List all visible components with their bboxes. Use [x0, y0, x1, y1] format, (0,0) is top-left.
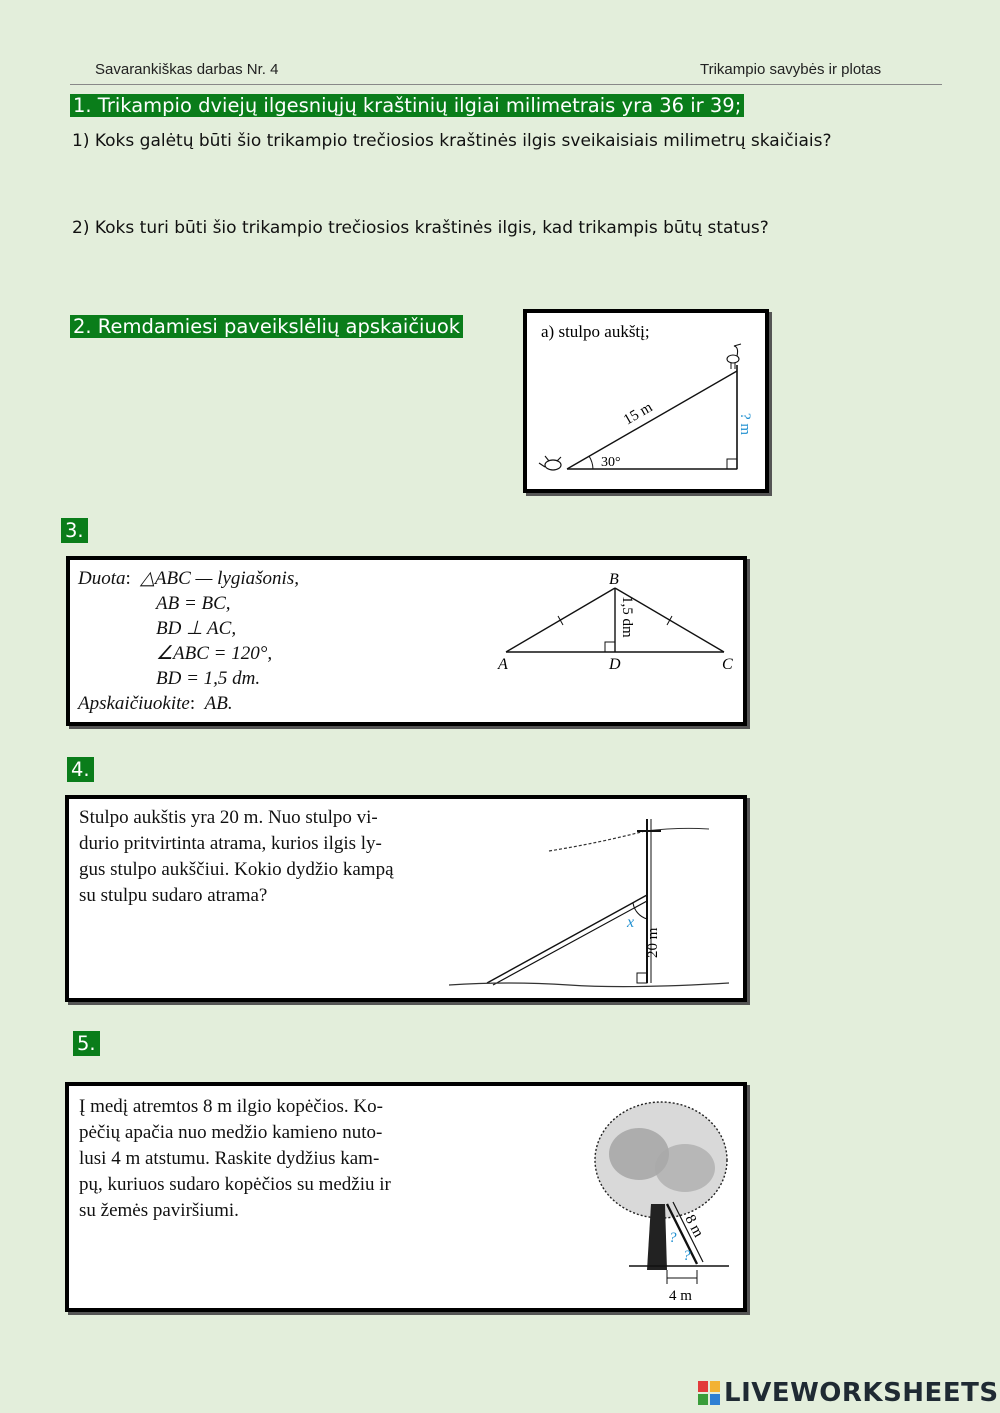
task5-line-1: Į medį atremtos 8 m ilgio kopėčios. Ko- [79, 1096, 383, 1117]
task4-line-3: gus stulpo aukščiui. Kokio dydžio kampą [79, 859, 394, 880]
task4-right-angle [637, 973, 647, 983]
task2-angle-arc [589, 456, 593, 469]
task4-brace-top [487, 895, 647, 983]
task5-number-text: 5. [73, 1031, 100, 1056]
task4-text [79, 805, 394, 909]
task5-text [79, 1094, 391, 1224]
brand-text: LIVEWORKSHEETS [724, 1378, 999, 1408]
task3-bd-label: 1,5 dm [619, 596, 635, 638]
bird-icon [727, 344, 741, 369]
brand-badge-cell-3 [698, 1394, 708, 1405]
task2-figure-box [523, 309, 769, 493]
task5-line-4: pų, kuriuos sudaro kopėčios su medžiu ir [79, 1174, 391, 1195]
task3-right-angle [605, 642, 615, 652]
task5-angle-bottom: ? [683, 1248, 691, 1264]
task3-vertex-b: B [609, 571, 619, 588]
task3-vertex-d: D [609, 656, 621, 673]
task1-title-text: 1. Trikampio dviejų ilgesniųjų kraštinių ilgiai milimetrais yra 36 ir 39; [70, 94, 744, 117]
task2-right-angle [727, 459, 737, 469]
brand-logo [698, 1378, 999, 1408]
task3-line-1: △ABC — lygiašonis, [140, 568, 299, 589]
task2-unknown: ? m [737, 413, 753, 436]
task4-angle: x [627, 914, 635, 931]
task5-line-3: lusi 4 m atstumu. Raskite dydžius kam- [79, 1148, 380, 1169]
task1-question-1: 1) Koks galėtų būti šio trikampio trečiosios kraštinės ilgis sveikaisiais milimetrų skaičiais? [72, 131, 832, 151]
task2-title-text: 2. Remdamiesi paveikslėlių apskaičiuok [70, 315, 463, 338]
header-right: Trikampio savybės ir plotas [700, 61, 882, 78]
task3-vertex-c: C [722, 656, 733, 673]
task5-line-5: su žemės paviršiumi. [79, 1200, 239, 1221]
task4-number [67, 758, 94, 781]
task3-line-3: BD ⊥ AC, [156, 618, 237, 639]
brand-badge-cell-4 [710, 1394, 720, 1405]
task3-line-2: AB = BC, [156, 593, 231, 614]
task5-figure [589, 1094, 739, 1306]
task4-wire-1 [549, 831, 645, 851]
task3-find-value: AB. [204, 693, 233, 714]
task3-line-4: ∠ABC = 120°, [156, 643, 273, 664]
brand-badge-cell-2 [710, 1381, 720, 1392]
task4-number-text: 4. [67, 757, 94, 782]
brand-badge-cell-1 [698, 1381, 708, 1392]
task4-height: 20 m [645, 927, 661, 958]
task2-hyp-label: 15 m [621, 399, 656, 429]
task3-number [61, 519, 88, 542]
task3-find-label: Apskaičiuokite [78, 693, 190, 714]
task2-figure [527, 313, 765, 489]
task3-number-text: 3. [61, 518, 88, 543]
task2-hypotenuse [567, 371, 737, 469]
task4-line-4: su stulpu sudaro atrama? [79, 885, 268, 906]
task3-vertex-a: A [498, 656, 508, 673]
header-left: Savarankiškas darbas Nr. 4 [95, 61, 279, 78]
task3-given-label: Duota [78, 568, 126, 589]
task3-line-5: BD = 1,5 dm. [156, 668, 261, 689]
task2-angle: 30° [601, 455, 621, 470]
task3-box [66, 556, 747, 726]
task1-title [70, 94, 744, 117]
task3-figure [490, 568, 740, 678]
task4-figure [449, 807, 739, 997]
task2-title [70, 315, 463, 338]
task5-ladder-label: 8 m [681, 1212, 707, 1241]
header-divider [70, 84, 942, 85]
task5-base-label: 4 m [669, 1288, 692, 1304]
task5-line-2: pėčių apačia nuo medžio kamieno nuto- [79, 1122, 383, 1143]
task5-number [73, 1032, 100, 1055]
task2-caption: a) stulpo aukštį; [541, 322, 650, 341]
task3-given: Duota: △ABC — lygiašonis, AB = BC, BD ⊥ AC, ∠ABC = 120°, BD = 1,5 dm. Apskaičiuokite: AB. [78, 568, 299, 714]
task5-box [65, 1082, 747, 1312]
task4-brace-bottom [493, 901, 647, 985]
tree-icon [595, 1102, 727, 1270]
task4-line-1: Stulpo aukštis yra 20 m. Nuo stulpo vi- [79, 807, 378, 828]
brand-badge-icon [698, 1381, 720, 1405]
task4-line-2: durio pritvirtinta atrama, kurios ilgis ly- [79, 833, 382, 854]
observer-icon [539, 456, 561, 470]
task5-angle-top: ? [669, 1230, 677, 1246]
task1-question-2: 2) Koks turi būti šio trikampio trečiosios kraštinės ilgis, kad trikampis būtų status? [72, 218, 769, 238]
task4-box [65, 795, 747, 1002]
task4-ground [449, 983, 729, 987]
